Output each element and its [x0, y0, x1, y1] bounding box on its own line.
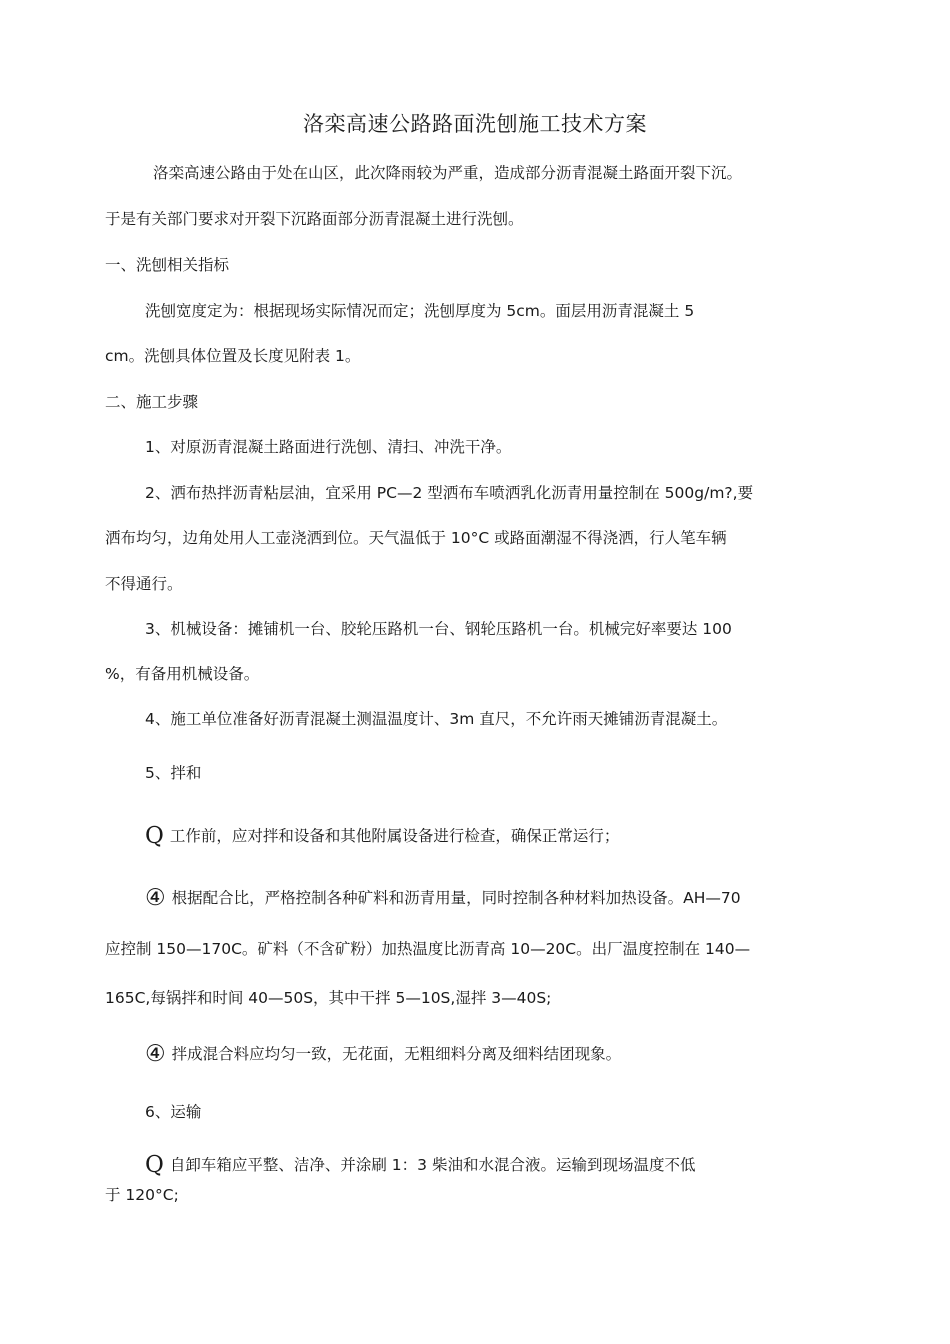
- step-5-item-2-text: 根据配合比，严格控制各种矿料和沥青用量，同时控制各种材料加热设备。AH—70: [171, 889, 741, 907]
- list-marker: ④: [145, 1041, 166, 1067]
- step-6-heading: 6、运输: [145, 1103, 202, 1121]
- intro-line-1: 洛栾高速公路由于处在山区，此次降雨较为严重，造成部分沥青混凝土路面开裂下沉。: [153, 164, 743, 182]
- intro-line-2: 于是有关部门要求对开裂下沉路面部分沥青混凝土进行洗刨。: [105, 210, 524, 228]
- step-5-item-3: [145, 1043, 621, 1065]
- step-5-item-2-line-1: [145, 887, 741, 909]
- list-marker: Q: [145, 823, 164, 849]
- step-1: 1、对原沥青混凝土路面进行洗刨、清扫、冲洗干净。: [145, 438, 512, 456]
- step-2-line-2: 洒布均匀，边角处用人工壶浇洒到位。天气温低于 10°C 或路面潮湿不得浇洒，行人笔车辆: [105, 529, 727, 547]
- section-1-para-line-2: cm。洗刨具体位置及长度见附表 1。: [105, 347, 361, 365]
- list-marker: Q: [145, 1152, 164, 1178]
- step-5-heading: 5、拌和: [145, 764, 202, 782]
- section-1-para-line-1: 洗刨宽度定为：根据现场实际情况而定；洗刨厚度为 5cm。面层用沥青混凝土 5: [145, 302, 695, 320]
- step-5-item-3-text: 拌成混合料应均匀一致，无花面，无粗细料分离及细料结团现象。: [171, 1045, 622, 1063]
- step-6-item-1-text: 自卸车箱应平整、洁净、并涂刷 1：3 柴油和水混合液。运输到现场温度不低: [169, 1156, 696, 1174]
- list-marker: ④: [145, 885, 166, 911]
- step-3-line-1: 3、机械设备：摊铺机一台、胶轮压路机一台、钢轮压路机一台。机械完好率要达 100: [145, 620, 732, 638]
- section-2-heading: 二、施工步骤: [105, 393, 199, 411]
- step-5-item-1-text: 工作前，应对拌和设备和其他附属设备进行检查，确保正常运行；: [169, 827, 620, 845]
- step-5-item-1: [145, 825, 619, 847]
- step-6-item-1-line-1: [145, 1154, 695, 1176]
- step-6-item-1-line-2: 于 120°C;: [105, 1186, 179, 1204]
- step-2-line-3: 不得通行。: [105, 575, 183, 593]
- step-2-line-1: 2、洒布热拌沥青粘层油，宜采用 PC—2 型洒布车喷洒乳化沥青用量控制在 500g/m?,要: [145, 484, 754, 502]
- document-title: 洛栾高速公路路面洗刨施工技术方案: [303, 112, 647, 136]
- section-1-heading: 一、洗刨相关指标: [105, 256, 230, 274]
- step-5-item-2-line-2: 应控制 150—170C。矿料（不含矿粉）加热温度比沥青高 10—20C。出厂温度控制在 140—: [105, 940, 751, 958]
- step-5-item-2-line-3: 165C,每锅拌和时间 40—50S，其中干拌 5—10S,湿拌 3—40S;: [105, 989, 552, 1007]
- step-3-line-2: %，有备用机械设备。: [105, 665, 260, 683]
- step-4: 4、施工单位准备好沥青混凝土测温温度计、3m 直尺，不允许雨天摊铺沥青混凝土。: [145, 710, 728, 728]
